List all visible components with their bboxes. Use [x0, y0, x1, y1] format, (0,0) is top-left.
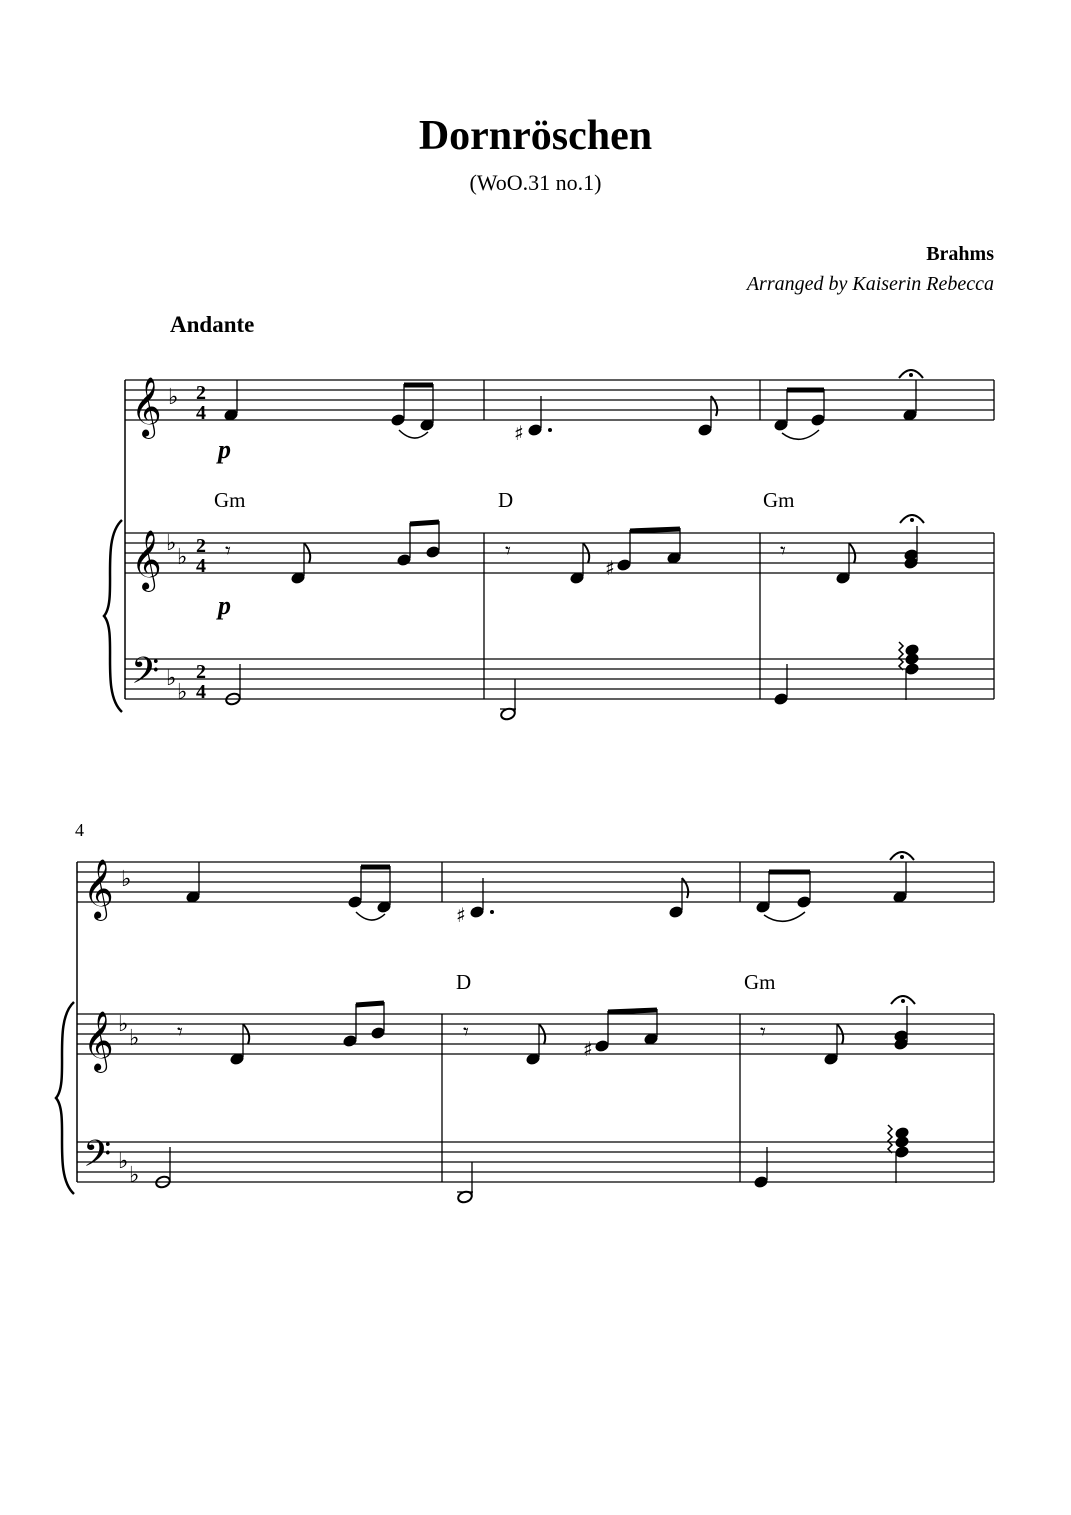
- dynamic-marking: p: [218, 591, 231, 620]
- time-sig: 2: [196, 661, 206, 683]
- bass-clef-icon: 𝄢: [131, 650, 160, 701]
- time-sig: 4: [196, 402, 206, 424]
- treble-clef-icon: 𝄞: [131, 530, 162, 590]
- time-sig: 2: [196, 382, 206, 404]
- brace-icon: [104, 520, 122, 712]
- flat-icon: ♭: [177, 545, 188, 570]
- svg-text:♯: ♯: [514, 421, 524, 445]
- svg-text:𝄾: 𝄾: [463, 1020, 469, 1045]
- svg-text:𝄾: 𝄾: [760, 1020, 766, 1045]
- composer: Brahms: [926, 243, 994, 265]
- chord-symbol: Gm: [214, 488, 246, 512]
- solo-staff: [77, 862, 994, 902]
- flat-icon: ♭: [129, 1163, 140, 1188]
- chord-symbol: Gm: [763, 488, 795, 512]
- svg-text:♯: ♯: [456, 903, 466, 927]
- flat-icon: ♭: [118, 1149, 129, 1174]
- piano-notes-1: [225, 515, 924, 721]
- svg-text:𝄾: 𝄾: [225, 539, 231, 564]
- arpeggio-icon: [899, 642, 903, 670]
- barlines: [442, 862, 994, 1182]
- svg-text:𝄾: 𝄾: [177, 1020, 183, 1045]
- tempo-marking: Andante: [170, 312, 255, 337]
- flat-icon: ♭: [166, 666, 177, 691]
- solo-notes-2: [186, 852, 914, 927]
- dynamic-marking: p: [218, 435, 231, 464]
- time-sig: 4: [196, 555, 206, 577]
- system-2: [56, 862, 994, 1194]
- piano-treble-staff: [125, 533, 994, 573]
- piano-bass-staff: [77, 1142, 994, 1182]
- system-1-glyphs: [131, 377, 206, 705]
- chord-symbol: Gm: [744, 970, 776, 994]
- time-sig: 4: [196, 681, 206, 703]
- flat-icon: ♭: [177, 680, 188, 705]
- time-sig: 2: [196, 535, 206, 557]
- svg-text:♯: ♯: [583, 1037, 593, 1061]
- flat-icon: ♭: [121, 867, 132, 892]
- flat-icon: ♭: [168, 385, 179, 410]
- bass-clef-icon: 𝄢: [83, 1133, 112, 1184]
- score-title: Dornröschen: [418, 113, 653, 159]
- score-subtitle: (WoO.31 no.1): [469, 170, 602, 195]
- arpeggio-icon: [888, 1125, 892, 1153]
- treble-clef-icon: 𝄞: [131, 377, 162, 437]
- arranger: Arranged by Kaiserin Rebecca: [746, 273, 994, 295]
- piano-treble-staff: [77, 1014, 994, 1054]
- solo-staff: [125, 380, 994, 420]
- piano-notes-2: [155, 996, 915, 1204]
- treble-clef-icon: 𝄞: [83, 1011, 114, 1071]
- flat-icon: ♭: [166, 531, 177, 556]
- chord-symbol: D: [456, 970, 472, 994]
- piano-bass-staff: [125, 659, 994, 699]
- brace-icon: [56, 1002, 74, 1194]
- treble-clef-icon: 𝄞: [83, 859, 114, 919]
- chord-symbol: D: [498, 488, 514, 512]
- svg-text:𝄾: 𝄾: [780, 539, 786, 564]
- measure-number: 4: [75, 820, 84, 840]
- flat-icon: ♭: [129, 1026, 140, 1051]
- svg-text:𝄾: 𝄾: [505, 539, 511, 564]
- svg-text:♯: ♯: [605, 556, 615, 580]
- solo-notes-1: [224, 370, 923, 445]
- flat-icon: ♭: [118, 1012, 129, 1037]
